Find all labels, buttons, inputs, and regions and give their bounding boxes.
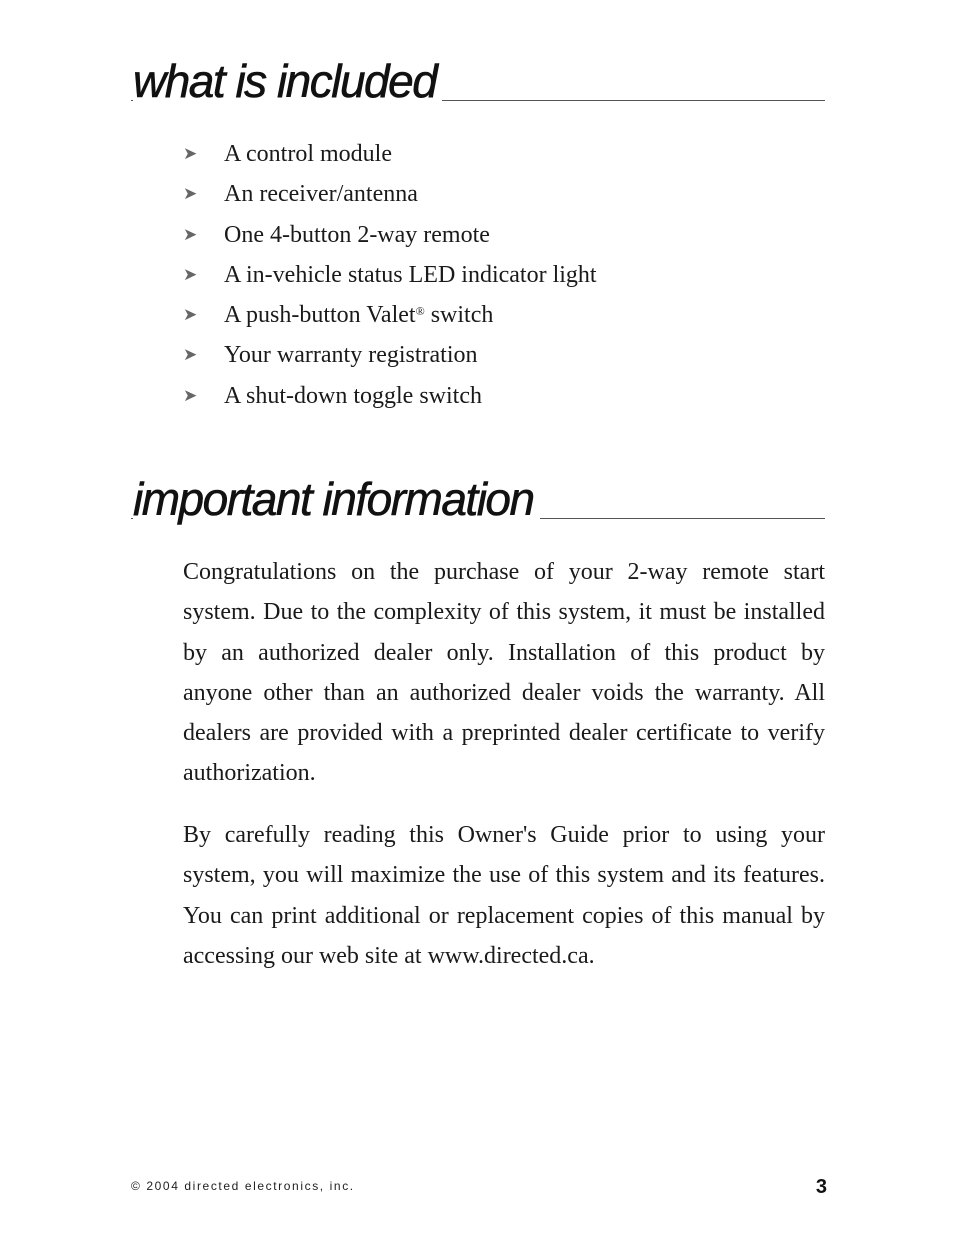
- list-item: [183, 376, 597, 416]
- list-item: [183, 215, 597, 255]
- list-item-text: An receiver/antenna: [224, 181, 418, 208]
- arrowhead-icon: ➤: [183, 345, 198, 366]
- list-item: [183, 335, 597, 375]
- footer-copyright: © 2004 directed electronics, inc.: [131, 1179, 355, 1193]
- list-item: [183, 134, 597, 174]
- paragraph-owners-guide: By carefully reading this Owner's Guide prior to using your system, you will maximize the use of this system and its features. You can print additional or replacement copies of this manual by accessing our web site at www.directed.ca.: [183, 822, 825, 969]
- heading-title: what is included: [133, 58, 442, 104]
- included-items-list: [183, 134, 597, 416]
- list-item-text: Your warranty registration: [224, 342, 478, 369]
- arrowhead-icon: ➤: [183, 264, 198, 285]
- section-heading-important-information: [131, 473, 825, 525]
- valet-text: A push-button Valet: [224, 302, 416, 329]
- heading-title: important information: [133, 476, 540, 522]
- arrowhead-icon: ➤: [183, 184, 198, 205]
- section-heading-what-is-included: [131, 55, 825, 107]
- arrowhead-icon: ➤: [183, 224, 198, 245]
- list-item-text: A shut-down toggle switch: [224, 382, 482, 409]
- list-item-text-valet: [224, 295, 493, 335]
- list-item-text: One 4-button 2-way remote: [224, 221, 490, 248]
- registered-mark: ®: [415, 304, 425, 319]
- arrowhead-icon: ➤: [183, 385, 198, 406]
- valet-suffix-text: switch: [424, 302, 494, 329]
- page-number: 3: [815, 1176, 827, 1198]
- paragraph-congratulations: Congratulations on the purchase of your 2-way remote start system. Due to the complexity of this system, it must be installed by an authorized dealer only. Installation of this product by anyone other than an authorized dealer voids the warranty. All dealers are provided with a preprinted dealer certificate to verify authorization.: [183, 559, 825, 787]
- list-item: [183, 174, 597, 214]
- list-item: [183, 295, 597, 335]
- arrowhead-icon: ➤: [183, 305, 198, 326]
- arrowhead-icon: ➤: [183, 144, 198, 164]
- list-item-text: A in-vehicle status LED indicator light: [224, 261, 597, 288]
- list-item: [183, 255, 597, 295]
- list-item-text: A control module: [224, 141, 392, 167]
